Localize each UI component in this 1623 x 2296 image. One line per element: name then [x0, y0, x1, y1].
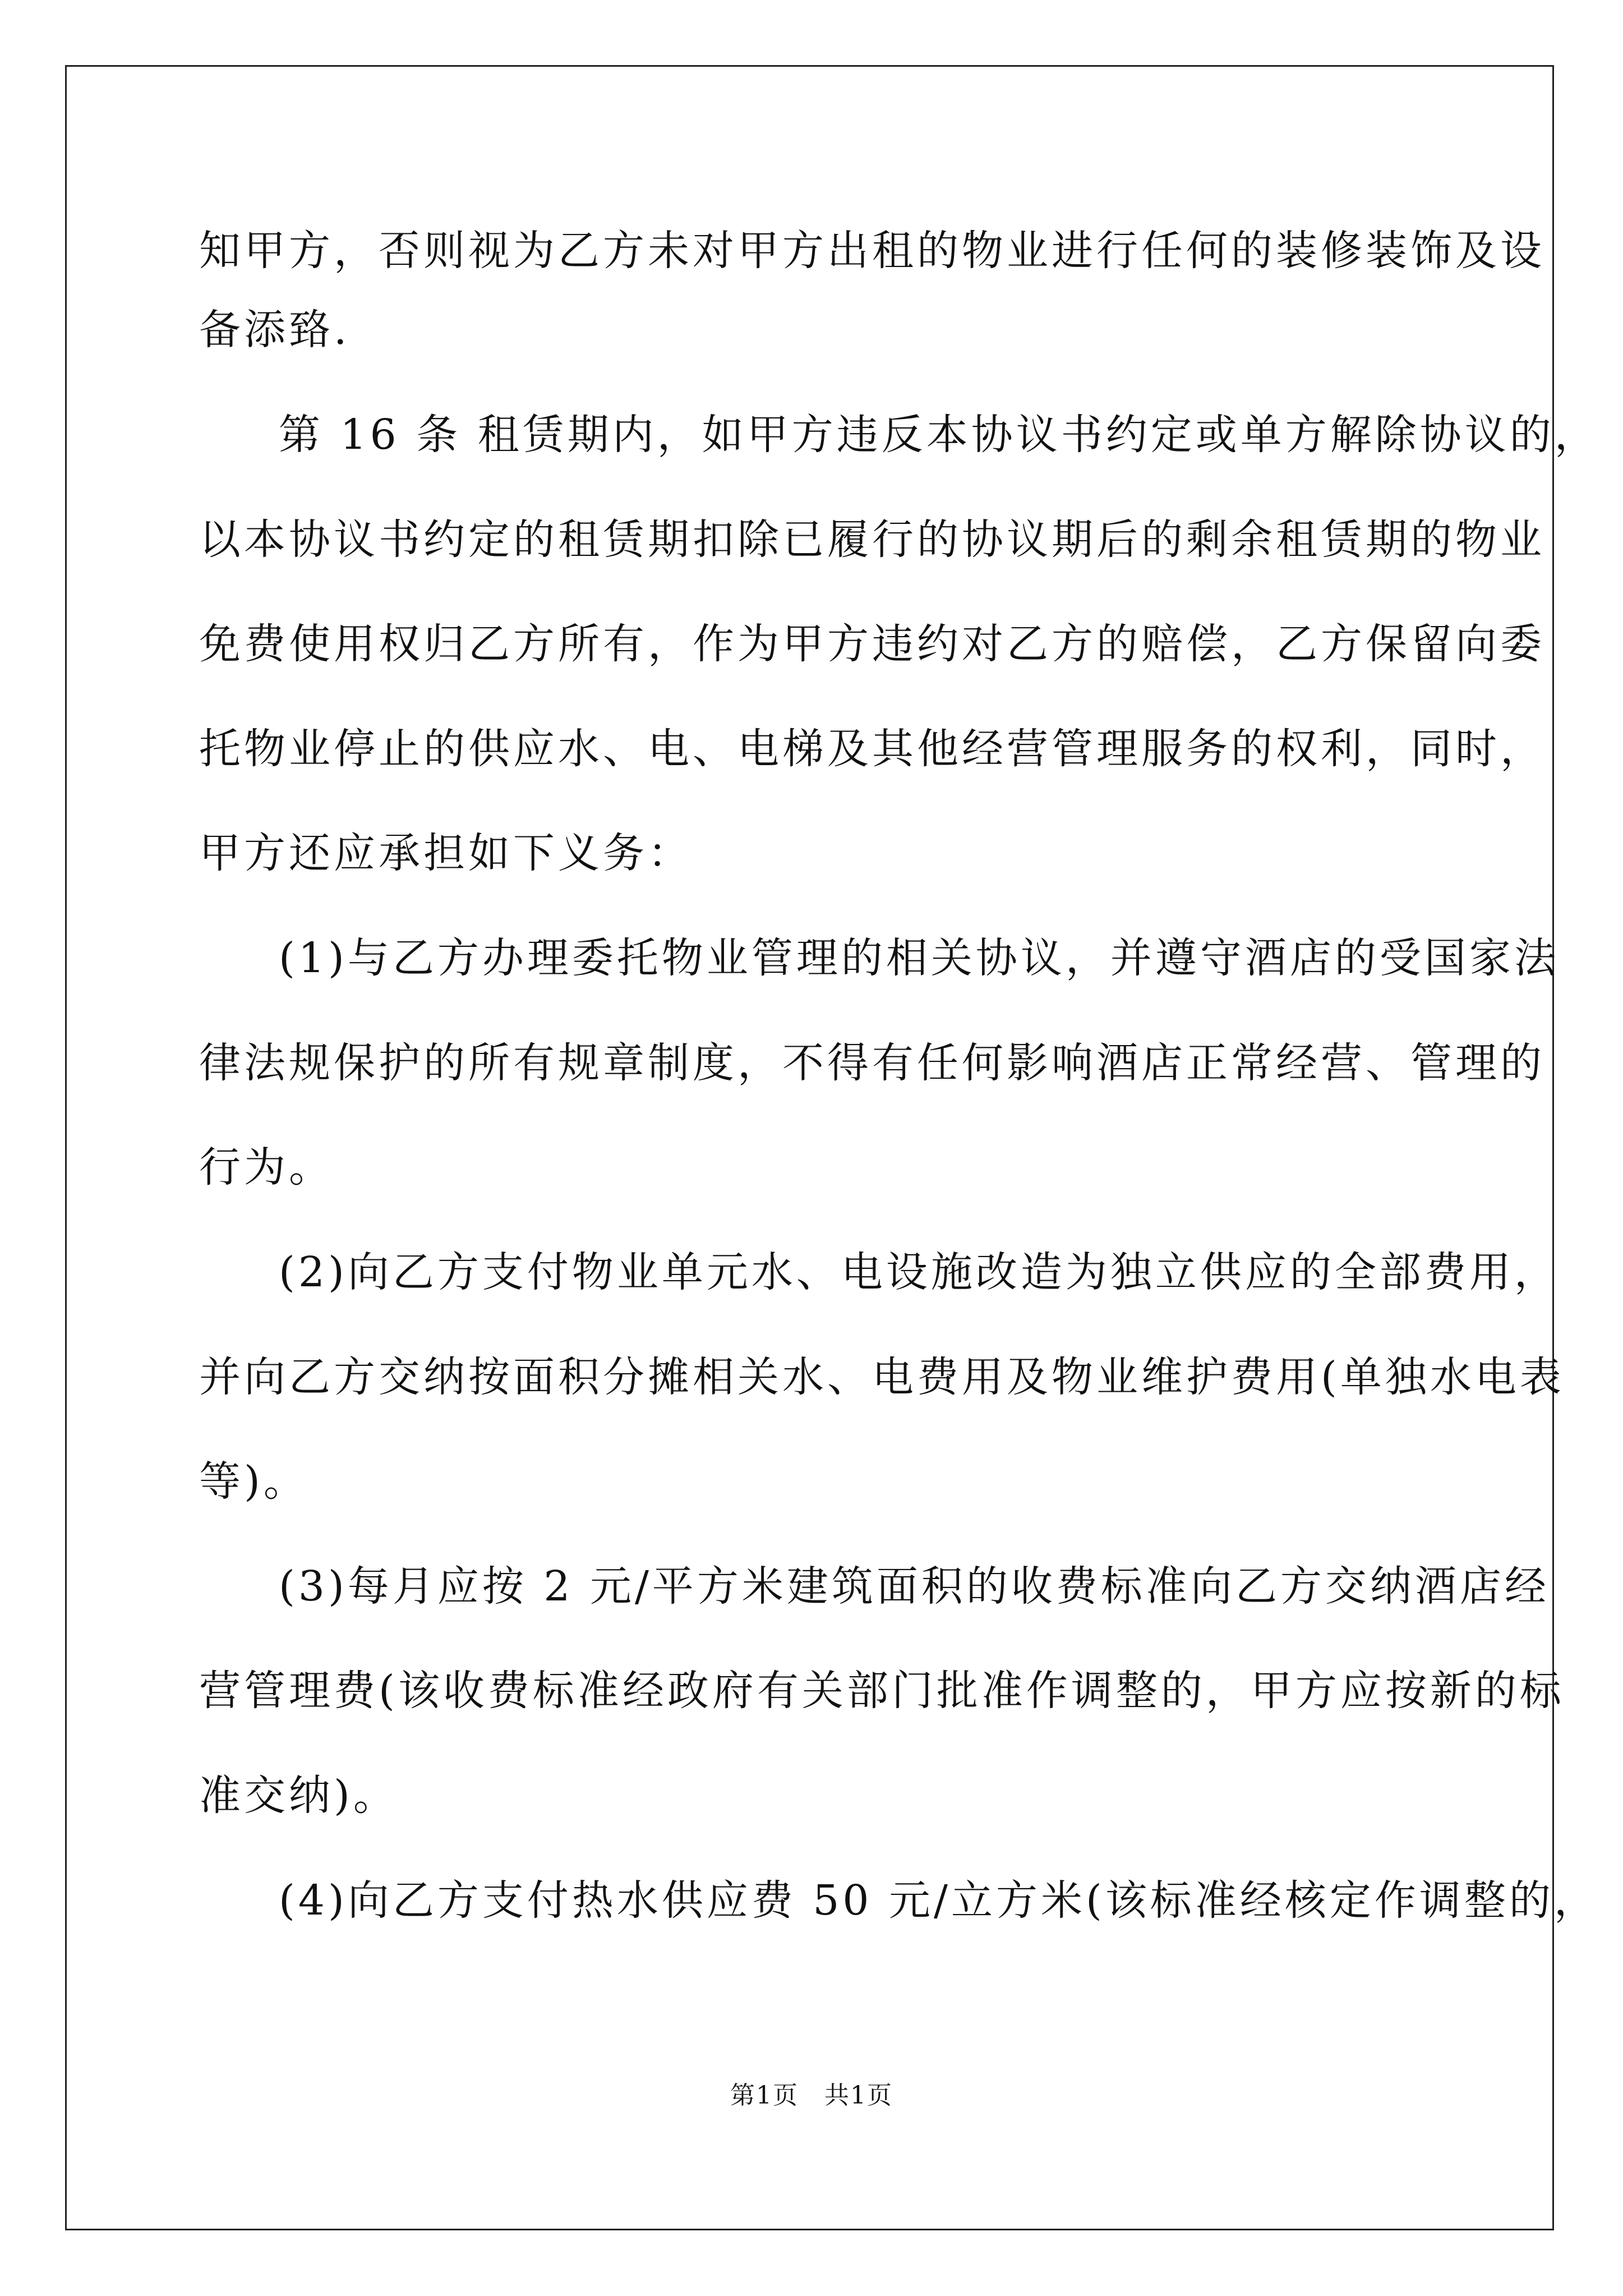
text-line: 并向乙方交纳按面积分摊相关水、电费用及物业维护费用(单独水电表 — [199, 1353, 1565, 1401]
text-line: (2)向乙方支付物业单元水、电设施改造为独立供应的全部费用， — [279, 1248, 1559, 1296]
text-line: (4)向乙方支付热水供应费 50 元/立方米(该标准经核定作调整的， — [279, 1876, 1599, 1925]
text-line: 等)。 — [199, 1457, 308, 1506]
text-line: 托物业停止的供应水、电、电梯及其他经营管理服务的权利，同时， — [199, 725, 1545, 773]
text-line: (3)每月应按 2 元/平方米建筑面积的收费标准向乙方交纳酒店经 — [279, 1562, 1550, 1611]
text-line: 备添臵. — [199, 306, 351, 354]
page-number-footer: 第1页 共1页 — [730, 2081, 893, 2110]
text-line: 营管理费(该收费标准经政府有关部门批准作调整的，甲方应按新的标 — [199, 1667, 1565, 1715]
text-line: 知甲方，否则视为乙方未对甲方出租的物业进行任何的装修装饰及设 — [199, 227, 1545, 275]
text-line: 以本协议书约定的租赁期扣除已履行的协议期后的剩余租赁期的物业 — [199, 516, 1545, 564]
text-line: 律法规保护的所有规章制度，不得有任何影响酒店正常经营、管理的 — [199, 1039, 1545, 1087]
text-line: 免费使用权归乙方所有，作为甲方违约对乙方的赔偿，乙方保留向委 — [199, 620, 1545, 668]
text-line: 行为。 — [199, 1143, 334, 1191]
text-line: 准交纳)。 — [199, 1772, 398, 1820]
text-line: (1)与乙方办理委托物业管理的相关协议，并遵守酒店的受国家法 — [279, 934, 1559, 982]
text-line: 甲方还应承担如下义务： — [199, 829, 693, 877]
text-line: 第 16 条 租赁期内，如甲方违反本协议书约定或单方解除协议的， — [279, 411, 1599, 459]
